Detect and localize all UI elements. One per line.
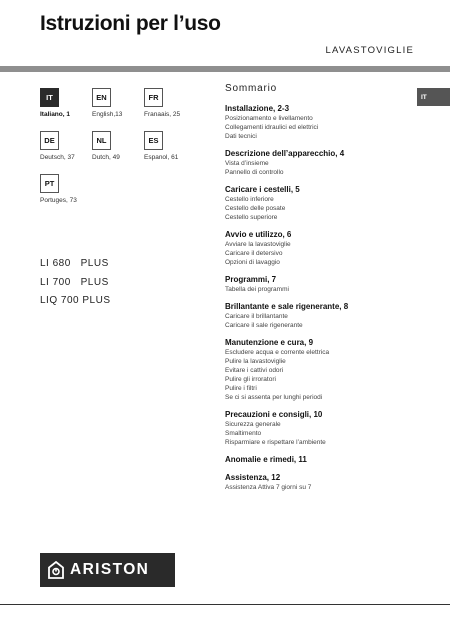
language-caption: Espanol, 61 [144, 154, 179, 161]
toc-item[interactable]: Avviare la lavastoviglie [225, 241, 291, 248]
toc-item[interactable]: Caricare il brillantante [225, 313, 288, 320]
toc-heading: Sommario [225, 83, 277, 94]
language-code-box[interactable]: FR [144, 88, 163, 107]
language-es[interactable] [144, 131, 204, 161]
toc-section-title[interactable]: Avvio e utilizzo, 6 [225, 230, 292, 239]
toc-section [225, 409, 405, 447]
toc-section-title[interactable]: Assistenza, 12 [225, 473, 281, 482]
toc-section-title[interactable]: Brillantante e sale rigenerante, 8 [225, 302, 349, 311]
page-title: Istruzioni per l’uso [40, 12, 221, 35]
language-nl[interactable] [92, 131, 152, 161]
toc-section-title[interactable]: Installazione, 2-3 [225, 104, 290, 113]
toc-item[interactable]: Cestello inferiore [225, 196, 274, 203]
toc-item[interactable]: Opzioni di lavaggio [225, 259, 280, 266]
toc-section [225, 454, 405, 465]
toc-item[interactable]: Smaltimento [225, 430, 262, 437]
product-category: LAVASTOVIGLIE [325, 45, 414, 56]
toc-item[interactable]: Se ci si assenta per lunghi periodi [225, 394, 323, 401]
toc-section [225, 472, 405, 492]
toc-section [225, 229, 405, 267]
toc-section [225, 337, 405, 402]
language-pt[interactable] [40, 174, 100, 204]
toc-item[interactable]: Dati tecnici [225, 133, 257, 140]
toc-section [225, 148, 405, 177]
language-caption: Franaais, 25 [144, 111, 181, 118]
model-name: LI 700 PLUS [40, 276, 109, 288]
toc-section-title[interactable]: Manutenzione e cura, 9 [225, 338, 314, 347]
toc-item[interactable]: Assistenza Attiva 7 giorni su 7 [225, 484, 312, 491]
toc-section-title[interactable]: Precauzioni e consigli, 10 [225, 410, 323, 419]
toc-item[interactable]: Risparmiare e rispettare l’ambiente [225, 439, 326, 446]
footer-rule [0, 604, 450, 605]
language-code-box[interactable]: EN [92, 88, 111, 107]
language-tab: IT [417, 88, 450, 106]
language-code-box[interactable]: ES [144, 131, 163, 150]
table-of-contents [225, 83, 405, 499]
toc-item[interactable]: Cestello superiore [225, 214, 278, 221]
toc-item[interactable]: Sicurezza generale [225, 421, 281, 428]
language-caption: Portuges, 73 [40, 197, 77, 204]
language-caption: Dutch, 49 [92, 154, 120, 161]
toc-section-title[interactable]: Programmi, 7 [225, 275, 277, 284]
toc-item[interactable]: Caricare il sale rigenerante [225, 322, 303, 329]
language-code-box[interactable]: DE [40, 131, 59, 150]
language-caption: Italiano, 1 [40, 111, 70, 118]
toc-item[interactable]: Pulire gli irroratori [225, 376, 276, 383]
language-code-box[interactable]: NL [92, 131, 111, 150]
toc-item[interactable]: Escludere acqua e corrente elettrica [225, 349, 330, 356]
toc-section [225, 274, 405, 294]
toc-item[interactable]: Cestello delle posate [225, 205, 286, 212]
toc-section-title[interactable]: Caricare i cestelli, 5 [225, 185, 300, 194]
toc-item[interactable]: Posizionamento e livellamento [225, 115, 313, 122]
toc-item[interactable]: Pulire i filtri [225, 385, 257, 392]
toc-section [225, 301, 405, 330]
language-caption: English,13 [92, 111, 123, 118]
language-de[interactable] [40, 131, 100, 161]
toc-section-title[interactable]: Descrizione dell’apparecchio, 4 [225, 149, 345, 158]
language-fr[interactable] [144, 88, 204, 118]
model-name: LI 680 PLUS [40, 258, 109, 269]
toc-item[interactable]: Pulire la lavastoviglie [225, 358, 286, 365]
toc-section [225, 103, 405, 141]
toc-item[interactable]: Vista d’insieme [225, 160, 269, 167]
header-divider-bar [0, 66, 450, 72]
model-list [40, 255, 110, 311]
toc-item[interactable]: Tabella dei programmi [225, 286, 289, 293]
model-name: LIQ 700 PLUS [40, 295, 111, 306]
brand-name: ARISTON [70, 561, 150, 578]
language-caption: Deutsch, 37 [40, 154, 75, 161]
language-it[interactable] [40, 88, 100, 118]
language-code-box[interactable]: IT [40, 88, 59, 107]
toc-item[interactable]: Collegamenti idraulici ed elettrici [225, 124, 319, 131]
language-code-box[interactable]: PT [40, 174, 59, 193]
ariston-house-icon [48, 561, 64, 579]
toc-item[interactable]: Pannello di controllo [225, 169, 284, 176]
ariston-logo [40, 553, 175, 587]
toc-item[interactable]: Evitare i cattivi odori [225, 367, 284, 374]
language-en[interactable] [92, 88, 152, 118]
toc-item[interactable]: Caricare il detersivo [225, 250, 283, 257]
toc-section-title[interactable]: Anomalie e rimedi, 11 [225, 455, 307, 464]
toc-section [225, 184, 405, 222]
